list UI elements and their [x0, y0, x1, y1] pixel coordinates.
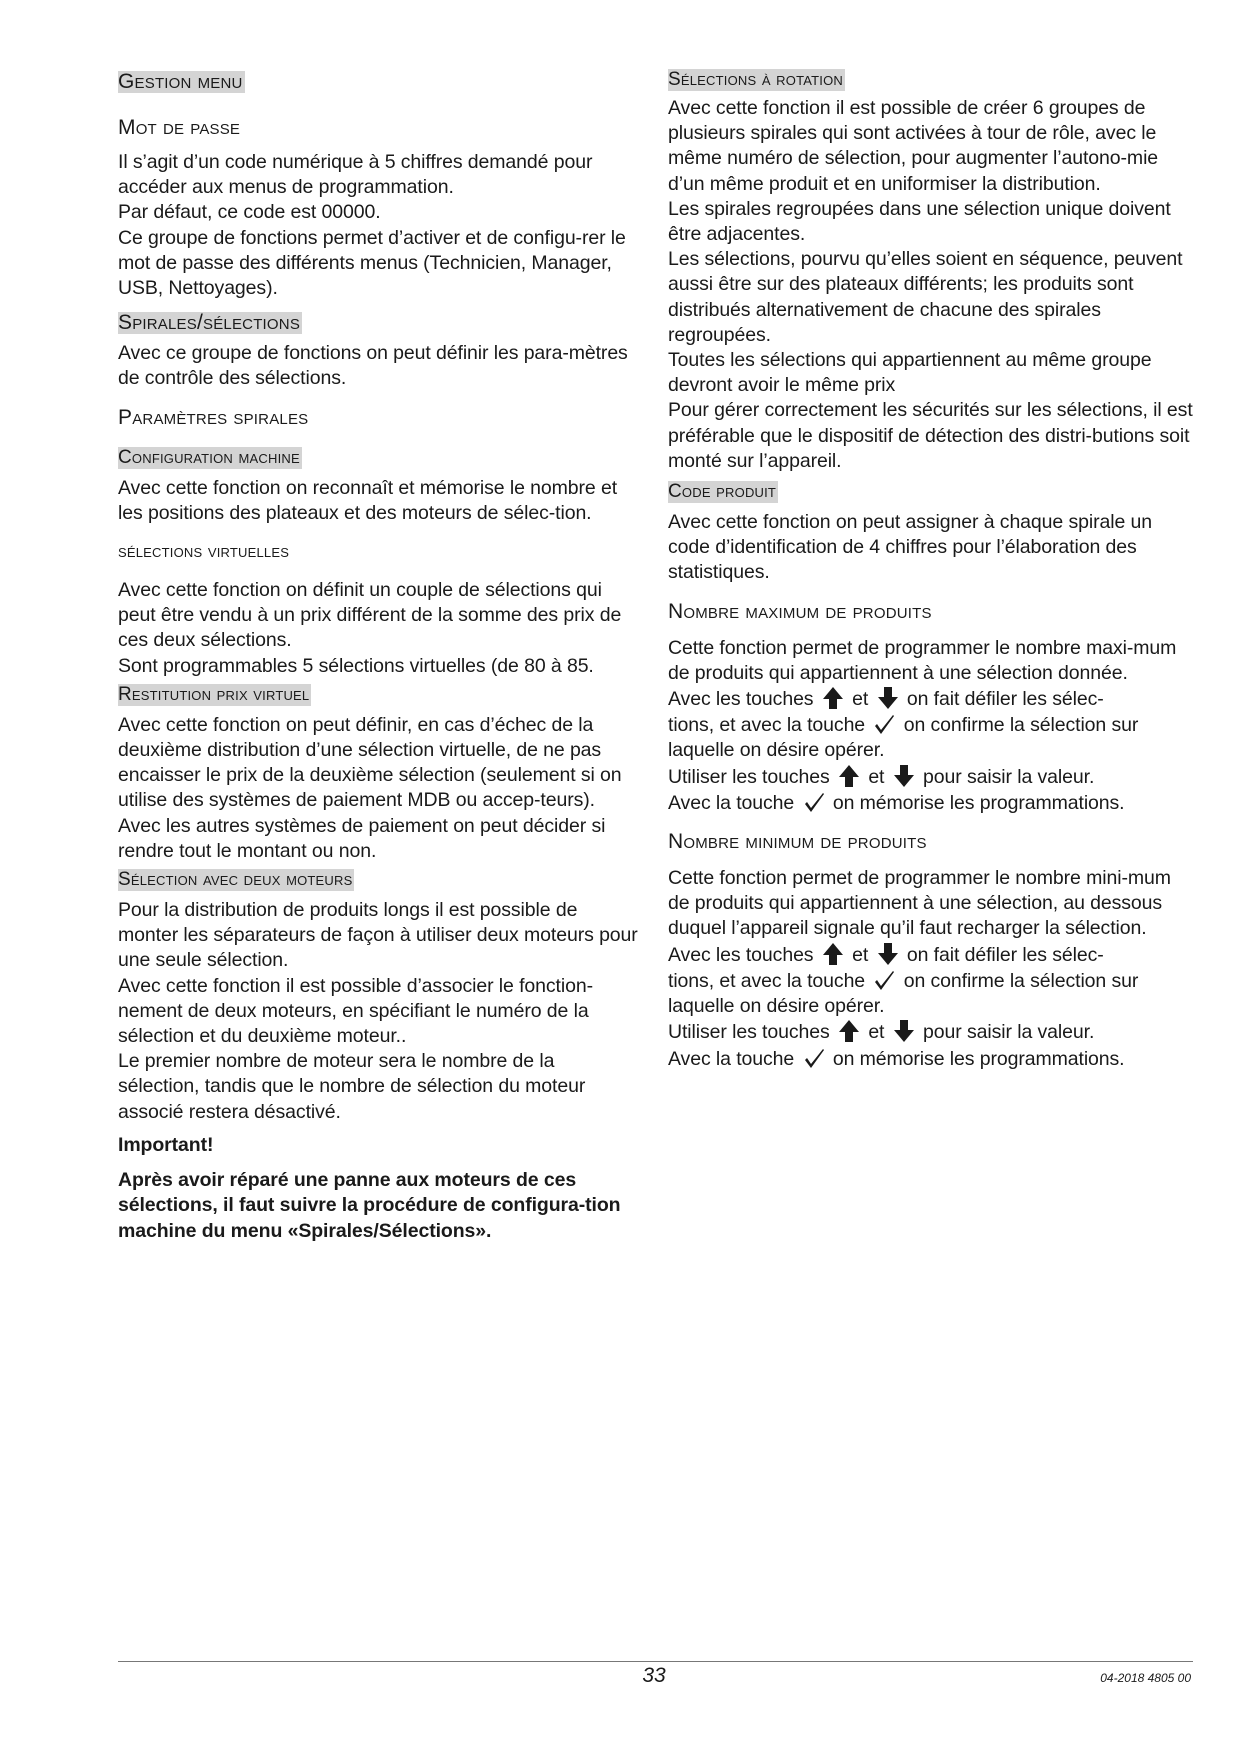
arrow-down-icon	[877, 686, 899, 710]
keys-line: Avec les touches et on fait défiler les sélec-	[668, 688, 1104, 711]
heading-configuration-machine: Configuration machine	[118, 446, 300, 468]
keys-line: Utiliser les touches et pour saisir la valeur.	[668, 765, 1095, 788]
heading-nombre-maximum: Nombre maximum de produits	[668, 599, 932, 623]
paragraph: Le premier nombre de moteur sera le nombre de la sélection, tandis que le nombre de sélection du moteur associé restera désactivé.	[118, 1050, 586, 1123]
heading-mot-de-passe: Mot de passe	[118, 116, 241, 139]
arrow-up-icon	[838, 1019, 860, 1043]
arrow-down-icon	[893, 1019, 915, 1043]
paragraph: Ce groupe de fonctions permet d’activer et de configu-rer le mot de passe des différents menus (Technicien, Manager, USB, Nettoyages).	[118, 226, 626, 300]
heading-selections-virtuelles: sélections virtuelles	[118, 541, 290, 563]
keys-line: laquelle on désire opérer.	[668, 995, 885, 1018]
paragraph: Avec ce groupe de fonctions on peut définir les para-mètres de contrôle des sélections.	[118, 342, 628, 390]
document-code: 04-2018 4805 00	[1100, 1671, 1191, 1685]
paragraph: Sont programmables 5 sélections virtuelles (de 80 à 85.	[118, 654, 594, 677]
paragraph: Par défaut, ce code est 00000.	[118, 201, 381, 224]
heading-nombre-minimum: Nombre minimum de produits	[668, 830, 927, 854]
page-number: 33	[642, 1664, 666, 1687]
arrow-up-icon	[838, 764, 860, 788]
keys-line: laquelle on désire opérer.	[668, 739, 885, 762]
paragraph: Pour la distribution de produits longs il est possible de monter les séparateurs de façon à utiliser deux moteurs pour une seule sélection.	[118, 899, 638, 972]
paragraph: Avec cette fonction on reconnaît et mémorise le nombre et les positions des plateaux et des moteurs de sélec-tion.	[118, 476, 618, 524]
paragraph: Avec cette fonction on peut définir, en cas d’échec de la deuxième distribution d’une sélection virtuelle, de ne pas encaisser le prix de la deuxième sélection (seulement si on utilise des systèmes de paiement MDB ou accep-teurs).	[118, 713, 622, 812]
paragraph: Les sélections, pourvu qu’elles soient en séquence, peuvent aussi être sur des plateaux différents; les produits sont distribués alternativement de chacune des spirales regroupées.	[668, 248, 1183, 346]
paragraph: Les spirales regroupées dans une sélection unique doivent être adjacentes.	[668, 197, 1171, 246]
paragraph: Avec les autres systèmes de paiement on peut décider si rendre tout le montant ou non.	[118, 814, 606, 862]
keys-line: Utiliser les touches et pour saisir la valeur.	[668, 1021, 1095, 1044]
important-text: Après avoir réparé une panne aux moteurs de ces sélections, il faut suivre la procédure de configura-tion machine du menu «Spirales/Sélections».	[118, 1169, 621, 1242]
paragraph: Toutes les sélections qui appartiennent au même groupe devront avoir le même prix	[668, 349, 1152, 397]
check-icon	[873, 968, 895, 992]
keys-line: Avec la touche on mémorise les programmations.	[668, 791, 1125, 814]
keys-line: tions, et avec la touche on confirme la sélection sur	[668, 969, 1139, 992]
keys-line: Avec la touche on mémorise les programmations.	[668, 1047, 1125, 1070]
paragraph: Avec cette fonction on peut assigner à chaque spirale un code d’identification de 4 chiffres pour l’élaboration des statistiques.	[668, 511, 1153, 584]
heading-selection-deux-moteurs: Sélection avec deux moteurs	[118, 869, 353, 891]
check-icon	[803, 790, 825, 814]
paragraph: Cette fonction permet de programmer le nombre mini-mum de produits qui appartiennent à une sélection, au dessous duquel l’appareil signale qu’il faut recharger la sélection.	[668, 867, 1171, 940]
heading-restitution-prix-virtuel: Restitution prix virtuel	[118, 683, 310, 705]
paragraph: Cette fonction permet de programmer le nombre maxi-mum de produits qui appartiennent à une sélection donnée.	[668, 636, 1177, 684]
arrow-up-icon	[822, 942, 844, 966]
heading-selections-rotation: Sélections à rotation	[668, 69, 844, 90]
arrow-down-icon	[877, 942, 899, 966]
paragraph: Avec cette fonction il est possible de créer 6 groupes de plusieurs spirales qui sont activées à tour de rôle, avec le même numéro de sélection, pour augmenter l’autono-mie d’un même produit et en uniformiser la distribution.	[668, 97, 1159, 195]
arrow-down-icon	[893, 764, 915, 788]
paragraph: Avec cette fonction il est possible d’associer le fonction-nement de deux moteurs, en spécifiant le numéro de la sélection et du deuxième moteur..	[118, 974, 593, 1048]
heading-gestion-menu: Gestion menu	[118, 70, 243, 93]
check-icon	[873, 712, 895, 736]
heading-parametres-spirales: Paramètres spirales	[118, 405, 309, 429]
keys-line: tions, et avec la touche on confirme la sélection sur	[668, 714, 1139, 737]
right-column	[668, 66, 1193, 1072]
left-column	[118, 66, 638, 1244]
heading-code-produit: Code produit	[668, 481, 777, 503]
arrow-up-icon	[822, 686, 844, 710]
paragraph: Il s’agit d’un code numérique à 5 chiffres demandé pour accéder aux menus de programmation.	[118, 151, 593, 199]
heading-spirales-selections: Spirales/sélections	[118, 311, 301, 335]
check-icon	[803, 1046, 825, 1070]
footer-divider	[118, 1661, 1193, 1662]
keys-line: Avec les touches et on fait défiler les sélec-	[668, 943, 1104, 966]
paragraph: Pour gérer correctement les sécurités sur les sélections, il est préférable que le dispositif de détection des distri-butions soit monté sur l’appareil.	[668, 399, 1193, 472]
paragraph: Avec cette fonction on définit un couple de sélections qui peut être vendu à un prix différent de la somme des prix de ces deux sélections.	[118, 579, 622, 652]
important-label: Important!	[118, 1133, 214, 1156]
